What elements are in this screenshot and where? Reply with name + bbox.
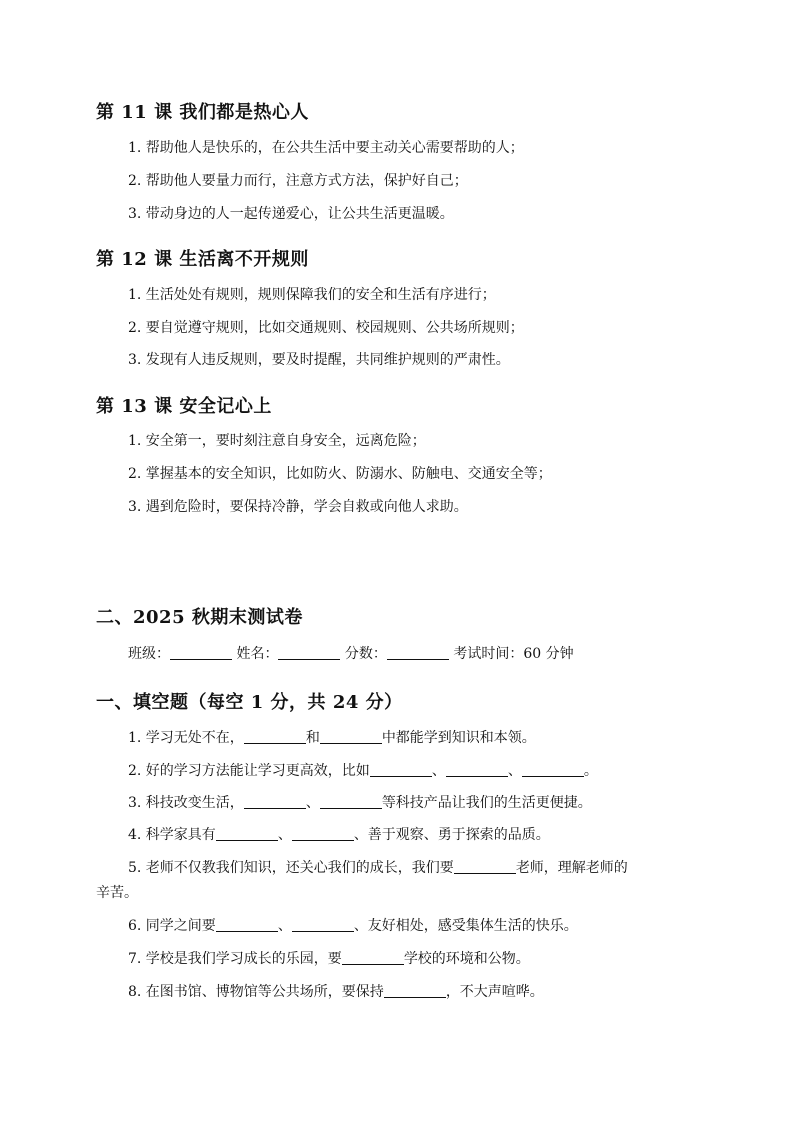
lesson-11-item-1: 1. 帮助他人是快乐的，在公共生活中要主动关心需要帮助的人； [128,140,524,156]
answer-blank[interactable] [244,729,306,744]
question-5-continued: 辛苦。 [96,885,138,901]
answer-blank[interactable] [370,762,432,777]
answer-blank[interactable] [342,950,404,965]
lesson-12-item-3: 3. 发现有人违反规则，要及时提醒，共同维护规则的严肃性。 [128,352,510,368]
answer-blank[interactable] [446,762,508,777]
lesson-13-item-3: 3. 遇到危险时，要保持冷静，学会自救或向他人求助。 [128,499,468,515]
section-1-title: 一、填空题（每空 1 分，共 24 分） [96,692,403,713]
score-label: 分数： [344,646,387,662]
lesson-11-item-2: 2. 帮助他人要量力而行，注意方式方法，保护好自己； [128,173,468,189]
lesson-12-item-1: 1. 生活处处有规则，规则保障我们的安全和生活有序进行； [128,287,496,303]
lesson-13-item-1: 1. 安全第一，要时刻注意自身安全，远离危险； [128,433,426,449]
question-2: 2. 好的学习方法能让学习更高效，比如 、 、 。 [128,763,598,779]
question-1: 1. 学习无处不在， 和 中都能学到知识和本领。 [128,730,536,746]
answer-blank[interactable] [454,859,516,874]
answer-blank[interactable] [522,762,584,777]
question-7: 7. 学校是我们学习成长的乐园，要 学校的环境和公物。 [128,951,530,967]
time-label: 考试时间：60 分钟 [453,646,574,662]
score-blank[interactable] [387,645,449,660]
class-blank[interactable] [170,645,232,660]
lesson-11-item-3: 3. 带动身边的人一起传递爱心，让公共生活更温暖。 [128,206,454,222]
lesson-12-item-2: 2. 要自觉遵守规则，比如交通规则、校园规则、公共场所规则； [128,320,524,336]
lesson-12-title: 第 12 课 生活离不开规则 [96,249,309,270]
lesson-11-title: 第 11 课 我们都是热心人 [96,102,309,123]
exam-title: 二、2025 秋期末测试卷 [96,607,303,628]
answer-blank[interactable] [216,826,278,841]
question-5: 5. 老师不仅教我们知识，还关心我们的成长，我们要 老师，理解老师的 [128,860,628,876]
name-blank[interactable] [278,645,340,660]
answer-blank[interactable] [292,917,354,932]
lesson-13-item-2: 2. 掌握基本的安全知识，比如防火、防溺水、防触电、交通安全等； [128,466,552,482]
answer-blank[interactable] [320,729,382,744]
lesson-13-title: 第 13 课 安全记心上 [96,396,272,417]
answer-blank[interactable] [216,917,278,932]
answer-blank[interactable] [292,826,354,841]
question-8: 8. 在图书馆、博物馆等公共场所，要保持 ，不大声喧哗。 [128,984,544,1000]
class-label: 班级： [128,646,170,662]
answer-blank[interactable] [244,794,306,809]
exam-info-line [128,643,574,663]
answer-blank[interactable] [320,794,382,809]
answer-blank[interactable] [384,983,446,998]
question-3: 3. 科技改变生活， 、 等科技产品让我们的生活更便捷。 [128,795,592,811]
question-4: 4. 科学家具有 、 、善于观察、勇于探索的品质。 [128,827,550,843]
question-6: 6. 同学之间要 、 、友好相处，感受集体生活的快乐。 [128,918,578,934]
name-label: 姓名： [236,646,279,662]
